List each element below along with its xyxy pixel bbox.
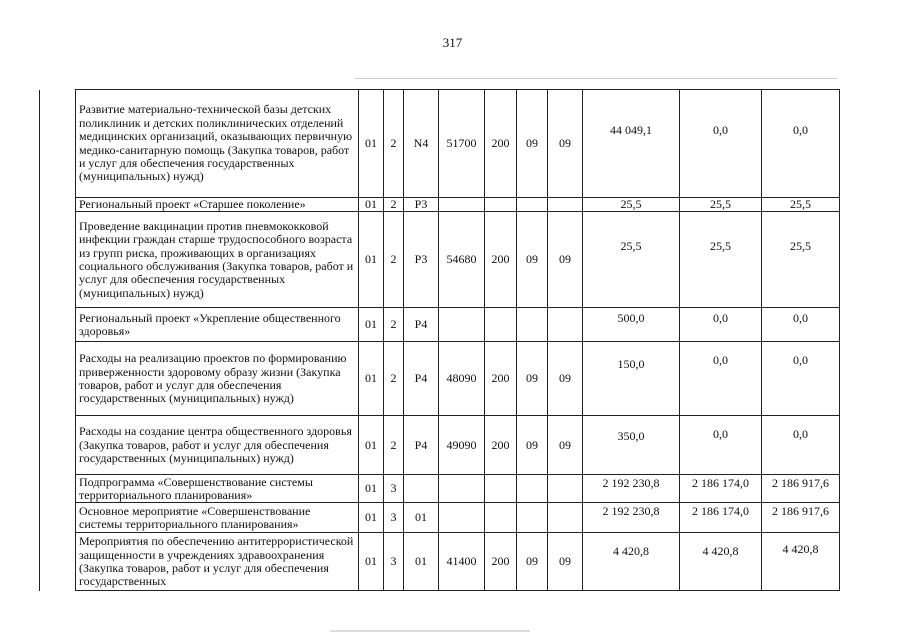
lead-cell: [40, 475, 76, 503]
amount-year-1: 350,0: [583, 416, 680, 475]
code-subprogram: 3: [384, 503, 404, 533]
code-program: 01: [359, 416, 384, 475]
code-program: 01: [359, 533, 384, 591]
table-row: [40, 212, 840, 308]
amount-year-2: 0,0: [680, 90, 762, 198]
table-row: [40, 342, 840, 416]
row-name: Расходы на создание центра общественного здоровья (Закупка товаров, работ и услуг для обеспечения государственных (муниципальных) нужд): [76, 416, 359, 475]
code-subprogram: 2: [384, 212, 404, 308]
code-event: Р4: [404, 416, 439, 475]
code-expense-type: [485, 475, 517, 503]
amount-year-2: 0,0: [680, 308, 762, 342]
code-event: Р4: [404, 342, 439, 416]
amount-year-3: 0,0: [762, 90, 840, 198]
code-program: 01: [359, 90, 384, 198]
amount-year-1: 2 192 230,8: [583, 475, 680, 503]
top-rule: [355, 78, 837, 79]
code-section: 09: [517, 342, 548, 416]
amount-year-3: 4 420,8: [762, 533, 840, 591]
code-event: 01: [404, 533, 439, 591]
lead-cell: [40, 90, 76, 198]
row-name: Региональный проект «Старшее поколение»: [76, 198, 359, 212]
table-row: [40, 416, 840, 475]
lead-cell: [40, 212, 76, 308]
row-name: Расходы на реализацию проектов по формированию приверженности здоровому образу жизни (Закупка товаров, работ и услуг для обеспечения государственных (муниципальных) нужд): [76, 342, 359, 416]
code-program: 01: [359, 308, 384, 342]
code-section: 09: [517, 90, 548, 198]
code-program: 01: [359, 503, 384, 533]
code-direction: [439, 475, 485, 503]
code-subprogram: 2: [384, 308, 404, 342]
page-number: 317: [442, 35, 463, 50]
code-subprogram: 2: [384, 342, 404, 416]
row-name: Мероприятия по обеспечению антитеррористической защищенности в учреждениях здравоохранения (Закупка товаров, работ и услуг для обеспечения государственных: [76, 533, 359, 591]
code-section: 09: [517, 533, 548, 591]
row-name: Подпрограмма «Совершенствование системы территориального планирования»: [76, 475, 359, 503]
lead-cell: [40, 308, 76, 342]
lead-cell: [40, 198, 76, 212]
amount-year-1: 150,0: [583, 342, 680, 416]
code-section: [517, 198, 548, 212]
amount-year-1: 2 192 230,8: [583, 503, 680, 533]
table-row: [40, 308, 840, 342]
code-subsection: [548, 198, 583, 212]
lead-cell: [40, 533, 76, 591]
code-subsection: [548, 308, 583, 342]
table-row: [40, 503, 840, 533]
row-name: Развитие материально-технической базы детских поликлиник и детских поликлинических отделений медицинских организаций, оказывающих первичную медико-санитарную помощь (Закупка товаров, работ и услуг для обеспечения государственных (муниципальных) нужд): [76, 90, 359, 198]
code-expense-type: 200: [485, 533, 517, 591]
code-subprogram: 2: [384, 198, 404, 212]
code-event: Р4: [404, 308, 439, 342]
amount-year-3: 25,5: [762, 212, 840, 308]
row-name: Региональный проект «Укрепление общественного здоровья»: [76, 308, 359, 342]
code-expense-type: [485, 198, 517, 212]
code-expense-type: 200: [485, 416, 517, 475]
code-subprogram: 3: [384, 475, 404, 503]
amount-year-2: 25,5: [680, 198, 762, 212]
code-program: 01: [359, 212, 384, 308]
amount-year-2: 0,0: [680, 342, 762, 416]
table-row: [40, 90, 840, 198]
code-subprogram: 2: [384, 90, 404, 198]
code-program: 01: [359, 342, 384, 416]
code-direction: 41400: [439, 533, 485, 591]
lead-cell: [40, 342, 76, 416]
amount-year-3: 0,0: [762, 308, 840, 342]
code-direction: 54680: [439, 212, 485, 308]
code-section: [517, 503, 548, 533]
code-event: [404, 475, 439, 503]
lead-cell: [40, 503, 76, 533]
amount-year-3: 25,5: [762, 198, 840, 212]
code-section: 09: [517, 416, 548, 475]
amount-year-2: 0,0: [680, 416, 762, 475]
code-direction: 49090: [439, 416, 485, 475]
amount-year-3: 2 186 917,6: [762, 475, 840, 503]
row-name: Основное мероприятие «Совершенствование системы территориального планирования»: [76, 503, 359, 533]
code-direction: 48090: [439, 342, 485, 416]
amount-year-2: 2 186 174,0: [680, 503, 762, 533]
table-row: [40, 198, 840, 212]
amount-year-3: 2 186 917,6: [762, 503, 840, 533]
amount-year-3: 0,0: [762, 342, 840, 416]
code-direction: [439, 503, 485, 533]
amount-year-1: 500,0: [583, 308, 680, 342]
code-subprogram: 3: [384, 533, 404, 591]
amount-year-2: 25,5: [680, 212, 762, 308]
row-name: Проведение вакцинации против пневмококковой инфекции граждан старше трудоспособного возраста из групп риска, проживающих в организациях социального обслуживания (Закупка товаров, работ и услуг для обеспечения государственных (муниципальных) нужд): [76, 212, 359, 308]
code-expense-type: [485, 503, 517, 533]
code-event: Р3: [404, 198, 439, 212]
amount-year-2: 4 420,8: [680, 533, 762, 591]
code-subsection: 09: [548, 342, 583, 416]
code-subsection: 09: [548, 212, 583, 308]
code-event: N4: [404, 90, 439, 198]
amount-year-3: 0,0: [762, 416, 840, 475]
code-direction: [439, 308, 485, 342]
scan-smudge: [330, 630, 530, 632]
code-expense-type: 200: [485, 212, 517, 308]
code-subprogram: 2: [384, 416, 404, 475]
code-event: 01: [404, 503, 439, 533]
code-subsection: [548, 475, 583, 503]
code-expense-type: 200: [485, 90, 517, 198]
table-row: [40, 533, 840, 591]
amount-year-1: 25,5: [583, 212, 680, 308]
amount-year-1: 44 049,1: [583, 90, 680, 198]
code-expense-type: 200: [485, 342, 517, 416]
lead-cell: [40, 416, 76, 475]
code-section: 09: [517, 212, 548, 308]
table-row: [40, 475, 840, 503]
budget-table: [39, 89, 840, 591]
code-direction: [439, 198, 485, 212]
code-section: [517, 308, 548, 342]
code-subsection: 09: [548, 533, 583, 591]
amount-year-1: 4 420,8: [583, 533, 680, 591]
code-event: Р3: [404, 212, 439, 308]
code-subsection: 09: [548, 90, 583, 198]
code-subsection: 09: [548, 416, 583, 475]
amount-year-2: 2 186 174,0: [680, 475, 762, 503]
code-section: [517, 475, 548, 503]
code-program: 01: [359, 198, 384, 212]
code-expense-type: [485, 308, 517, 342]
code-direction: 51700: [439, 90, 485, 198]
code-subsection: [548, 503, 583, 533]
code-program: 01: [359, 475, 384, 503]
amount-year-1: 25,5: [583, 198, 680, 212]
